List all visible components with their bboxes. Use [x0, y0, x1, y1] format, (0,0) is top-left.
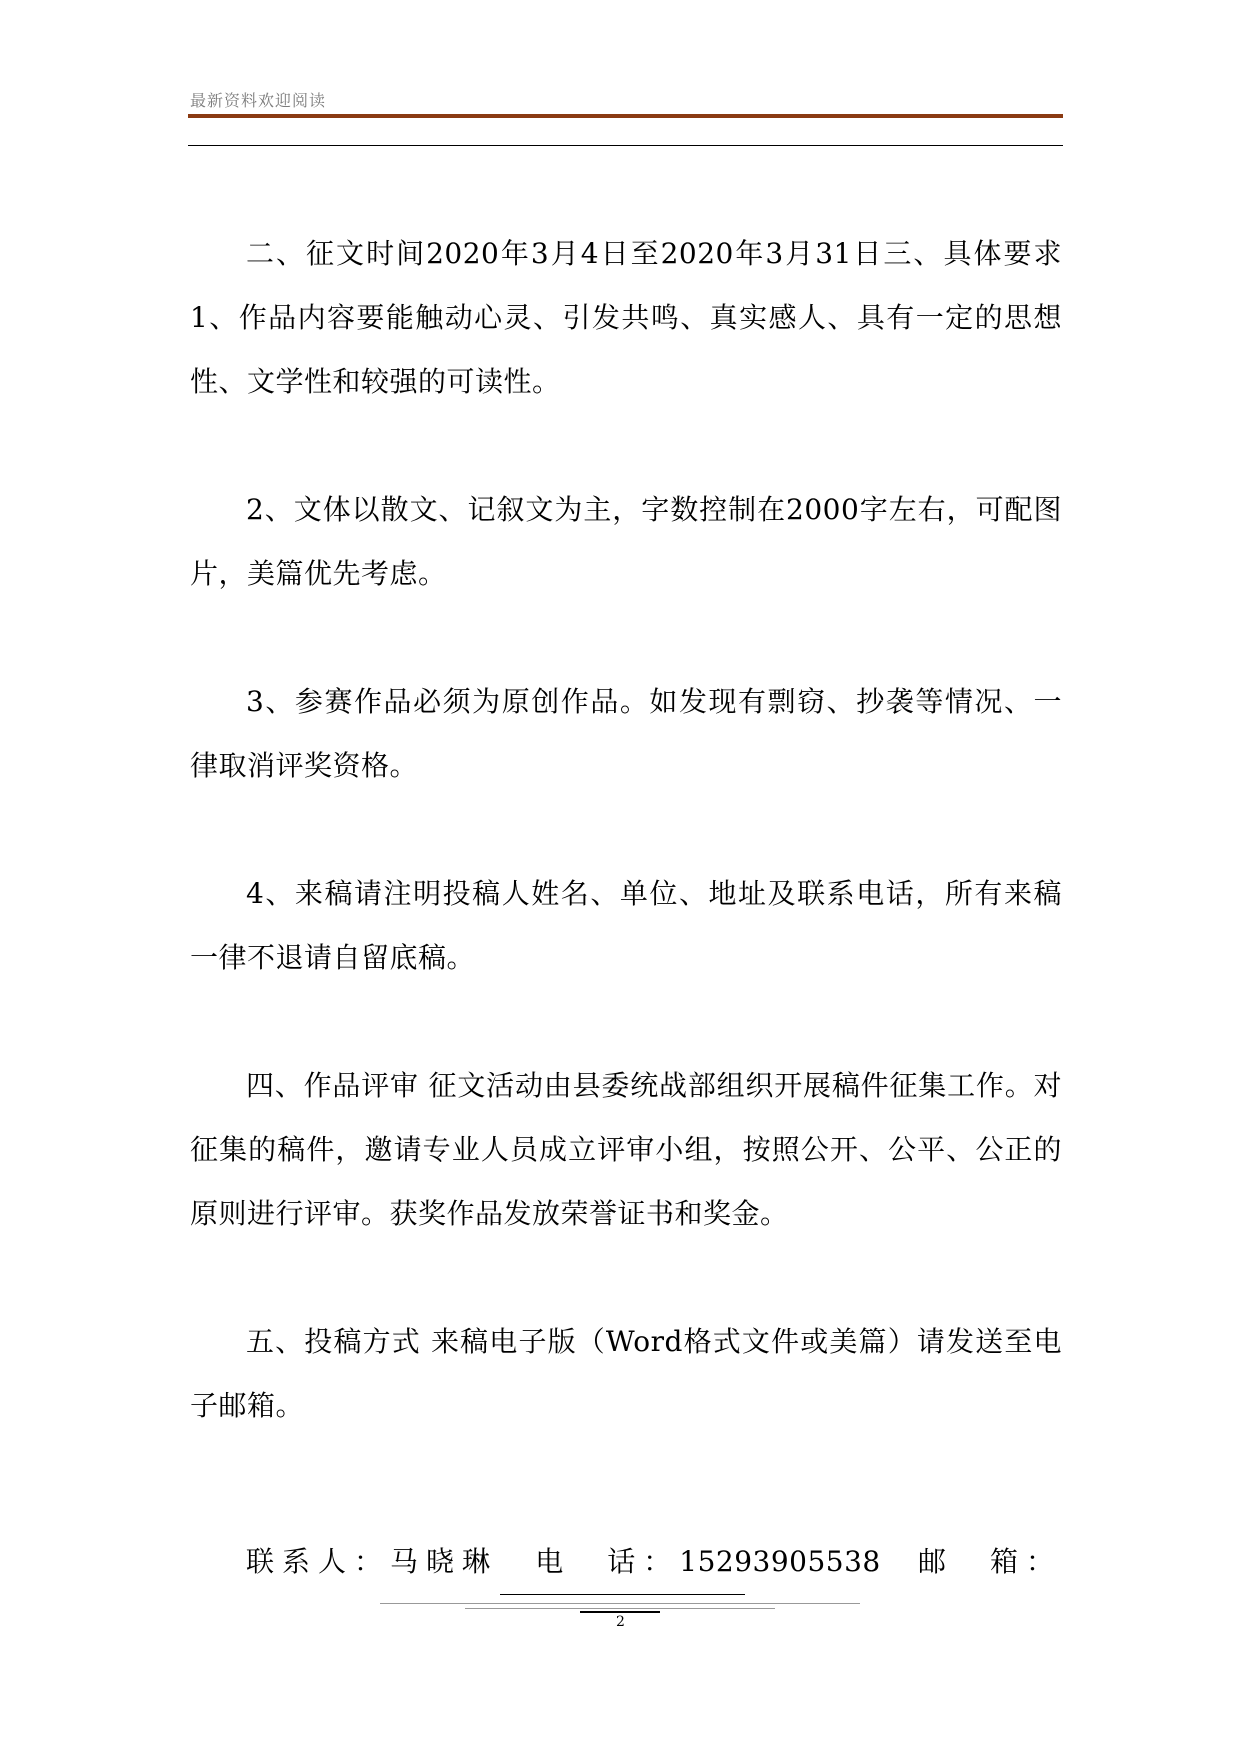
paragraph-submission-info: 4、来稿请注明投稿人姓名、单位、地址及联系电话，所有来稿一律不退请自留底稿。	[190, 877, 1062, 974]
contact-person-label: 联系人：	[246, 1545, 391, 1578]
page-number: 2	[616, 1614, 625, 1630]
header-rule-thick	[188, 114, 1063, 118]
paragraph-genre: 2、文体以散文、记叙文为主，字数控制在2000字左右，可配图片，美篇优先考虑。	[190, 493, 1062, 590]
paragraph-review: 四、作品评审 征文活动由县委统战部组织开展稿件征集工作。对征集的稿件，邀请专业人员成立评审小组，按照公开、公平、公正的原则进行评审。获奖作品发放荣誉证书和奖金。	[190, 1069, 1062, 1230]
footer-line-center	[580, 1611, 660, 1613]
footer-line-lower	[465, 1608, 775, 1609]
footer-line-upper	[500, 1594, 745, 1595]
header-rule-thin	[188, 145, 1063, 146]
paragraph-originality: 3、参赛作品必须为原创作品。如发现有剽窃、抄袭等情况、一律取消评奖资格。	[190, 685, 1062, 782]
header-text: 最新资料欢迎阅读	[190, 91, 327, 110]
contact-email-label: 邮 箱：	[917, 1545, 1062, 1578]
paragraph-submission-method: 五、投稿方式 来稿电子版（Word格式文件或美篇）请发送至电子邮箱。	[190, 1325, 1062, 1422]
contact-phone-label: 电 话：	[535, 1545, 680, 1578]
paragraph-time-requirements: 二、征文时间2020年3月4日至2020年3月31日三、具体要求 1、作品内容要能触动心灵、引发共鸣、真实感人、具有一定的思想性、文学性和较强的可读性。	[190, 237, 1062, 398]
contact-person-name: 马晓琳	[390, 1545, 499, 1578]
contact-phone-value: 15293905538	[679, 1545, 881, 1578]
footer-line-lower-wide	[380, 1603, 860, 1604]
contact-line	[190, 1530, 1062, 1594]
